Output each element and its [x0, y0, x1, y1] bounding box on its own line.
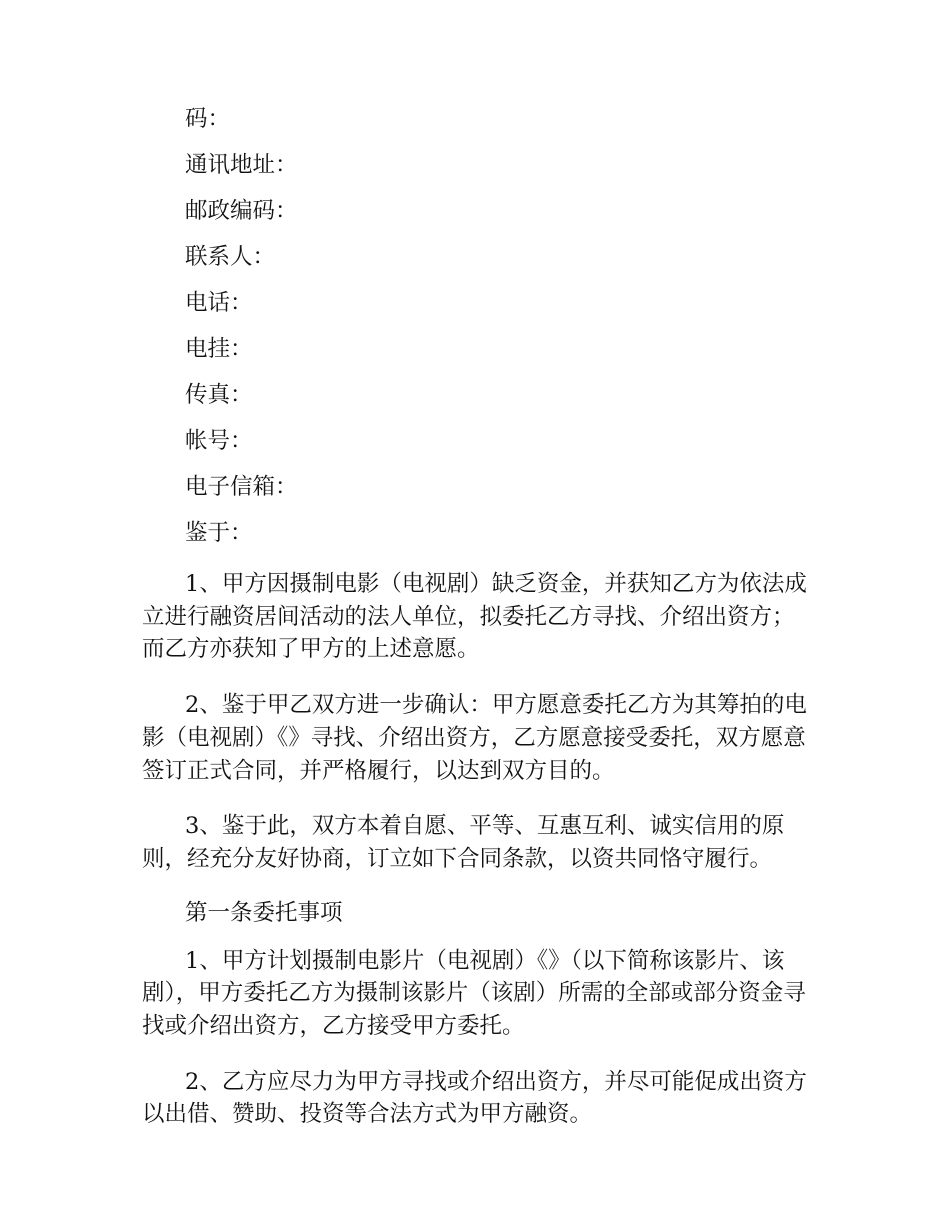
field-postal-code: 邮政编码：: [185, 198, 298, 224]
article-1-clause-2: 2、乙方应尽力为甲方寻找或介绍出资方，并尽可能促成出资方以出借、赞助、投资等合法方式为甲方融资。: [142, 1068, 807, 1128]
field-address: 通讯地址：: [185, 152, 298, 178]
field-fax: 传真：: [185, 382, 253, 408]
field-email: 电子信箱：: [185, 474, 298, 500]
recital-1: 1、甲方因摄制电影（电视剧）缺乏资金，并获知乙方为依法成立进行融资居间活动的法人单位，拟委托乙方寻找、介绍出资方；而乙方亦获知了甲方的上述意愿。: [142, 571, 807, 663]
recital-3: 3、鉴于此，双方本着自愿、平等、互惠互利、诚实信用的原则，经充分友好协商，订立如下合同条款，以资共同恪守履行。: [142, 813, 785, 872]
field-phone: 电话：: [185, 290, 253, 316]
contract-body: [142, 108, 814, 1131]
recitals-heading: 鉴于：: [185, 520, 253, 546]
field-account: 帐号：: [185, 428, 253, 454]
field-contact-person: 联系人：: [185, 244, 276, 270]
field-cable: 电挂：: [185, 336, 253, 362]
field-postcode-tail: 码：: [185, 106, 231, 132]
recital-2: 2、鉴于甲乙双方进一步确认：甲方愿意委托乙方为其筹拍的电影（电视剧）《》寻找、介绍出资方，乙方愿意接受委托，双方愿意签订正式合同，并严格履行，以达到双方目的。: [142, 692, 807, 784]
article-1-clause-1: 1、甲方计划摄制电影片（电视剧）《》（以下简称该影片、该剧），甲方委托乙方为摄制该影片（该剧）所需的全部或部分资金寻找或介绍出资方，乙方接受甲方委托。: [142, 947, 806, 1040]
article-1-title: 第一条委托事项: [185, 899, 343, 926]
